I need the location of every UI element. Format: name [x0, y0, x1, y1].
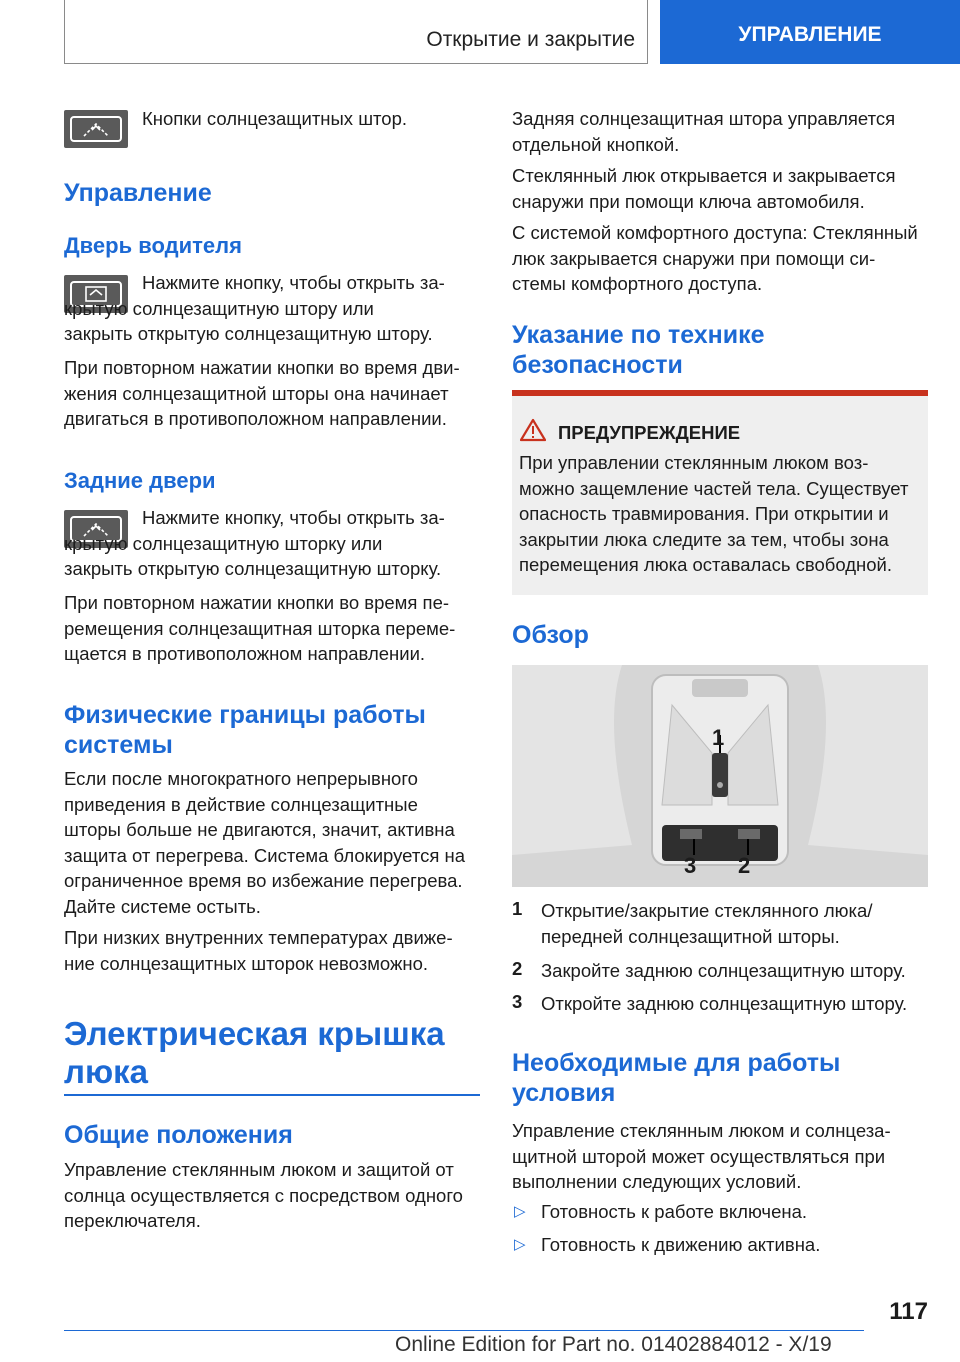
list-item-3: Откройте заднюю солнцезащитную штору. — [541, 993, 908, 1014]
physical-text-1: Если после многократного непрерывного приведения в действие солнцезащитные шторы больше не двигаются, значит, активна защита от перегрева. Система блокируется на ограниченное время во избежание перегрева. Дайте системе остыть. — [64, 768, 466, 917]
sunshade-button-icon — [64, 110, 128, 148]
list-item-2: Закройте заднюю солнцезащитную штору. — [541, 960, 906, 981]
roof-console-figure — [512, 665, 928, 887]
roof-console-illustration — [512, 665, 928, 887]
physical-text-2: При низких внутренних температурах движе- ние солнцезащитных шторок невозможно. — [64, 927, 453, 974]
heading-control: Управление — [64, 179, 212, 207]
list-num-1: 1 — [512, 898, 523, 919]
footer-rule — [64, 1330, 864, 1331]
figure-label-2: 2 — [738, 853, 751, 878]
footer-edition: Online Edition for Part no. 01402884012 - X/19 — [395, 1333, 832, 1356]
conditions-text: Управление стеклянным люком и солнцеза- щитной шторой может осуществляться при выполнении следующих условий. — [512, 1120, 891, 1192]
warning-triangle-icon — [520, 418, 546, 447]
condition-item-1: Готовность к работе включена. — [541, 1201, 808, 1222]
heading-rear-doors: Задние двери — [64, 468, 216, 493]
heading-sunroof: Электрическая крышка люка — [64, 1015, 445, 1090]
intro-text: Кнопки солнцезащитных штор. — [142, 108, 408, 129]
figure-label-3: 3 — [684, 853, 697, 878]
right-text-1: Задняя солнцезащитная штора управляется отдельной кнопкой. — [512, 108, 896, 155]
rear-text-1: Нажмите кнопку, чтобы открыть за- крытую солнцезащитную шторку или закрыть открытую солнцезащитную шторку. — [64, 507, 445, 579]
header-section-box — [64, 0, 648, 64]
right-text-3: С системой комфортного доступа: Стеклянный люк закрывается снаружи при помощи си- стемы комфортного доступа. — [512, 222, 918, 294]
warning-box — [512, 390, 928, 595]
warning-title: ПРЕДУПРЕЖДЕНИЕ — [558, 422, 741, 443]
header-chapter-tab[interactable]: УПРАВЛЕНИЕ — [660, 0, 960, 64]
heading-driver-door: Дверь водителя — [64, 233, 242, 258]
list-item-1: Открытие/закрытие стеклянного люка/ передней солнцезащитной шторы. — [541, 900, 873, 947]
bullet-icon-1: ▷ — [514, 1203, 526, 1220]
driver-text-1: Нажмите кнопку, чтобы открыть за- крытую солнцезащитную штору или закрыть открытую солнцезащитную штору. — [64, 272, 445, 344]
bullet-icon-2: ▷ — [514, 1236, 526, 1253]
heading-physical-limits: Физические границы работы системы — [64, 701, 426, 759]
heading-safety: Указание по технике безопасности — [512, 321, 765, 379]
general-text: Управление стеклянным люком и защитой от солнца осуществляется с посредством одного переключателя. — [64, 1159, 463, 1231]
driver-text-2: При повторном нажатии кнопки во время дви- жения солнцезащитной шторы она начинает двигаться в противоположном направлении. — [64, 357, 460, 429]
section-rule — [64, 1094, 480, 1096]
heading-general: Общие положения — [64, 1121, 293, 1149]
page-number: 117 — [889, 1298, 928, 1325]
list-num-3: 3 — [512, 991, 523, 1012]
figure-label-1: 1 — [712, 725, 725, 750]
warning-text: При управлении стеклянным люком воз- можно защемление частей тела. Существует опасность травмирования. При открытии и закрытии люка следите за тем, чтобы зона перемещения люка оставалась свободной. — [519, 452, 909, 575]
condition-item-2: Готовность к движению активна. — [541, 1234, 821, 1255]
rear-text-2: При повторном нажатии кнопки во время пе- ремещения солнцезащитная шторка переме- щается в противоположном направлении. — [64, 592, 456, 664]
heading-overview: Обзор — [512, 621, 589, 649]
list-num-2: 2 — [512, 958, 523, 979]
heading-conditions: Необходимые для работы условия — [512, 1049, 841, 1107]
right-text-2: Стеклянный люк открывается и закрывается снаружи при помощи ключа автомобиля. — [512, 165, 896, 212]
header-section-title: Открытие и закрытие — [426, 28, 635, 51]
